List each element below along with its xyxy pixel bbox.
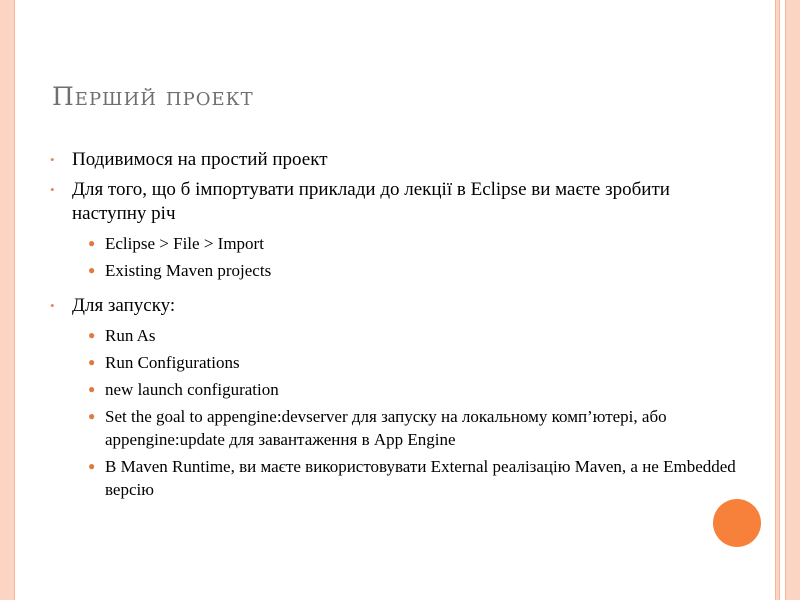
left-border-decoration: [0, 0, 15, 600]
sub-bullet-dot-icon: ●: [88, 382, 96, 396]
sub-bullet-item: [50, 259, 740, 282]
sub-bullet-dot-icon: ●: [88, 328, 96, 342]
sub-bullet-text: Run As: [105, 326, 156, 345]
bullet-dot-icon: •: [50, 152, 55, 167]
sub-bullet-item: [50, 378, 740, 401]
sub-bullet-item: [50, 351, 740, 374]
sub-bullet-text: Eclipse > File > Import: [105, 234, 264, 253]
slide-content: [50, 148, 740, 505]
sub-bullet-dot-icon: ●: [88, 263, 96, 277]
bullet-item: [50, 148, 740, 172]
sub-bullet-item: [50, 405, 740, 451]
bullet-dot-icon: •: [50, 182, 55, 197]
bullet-text: Подивимося на простий проект: [72, 149, 328, 170]
sub-bullet-dot-icon: ●: [88, 355, 96, 369]
sub-bullet-text: В Maven Runtime, ви маєте використовувати External реалізацію Maven, а не Embedded версію: [105, 457, 736, 499]
bullet-text: Для запуску:: [72, 295, 176, 316]
right-border-decoration: [785, 0, 800, 600]
sub-bullet-text: Run Configurations: [105, 353, 240, 372]
sub-bullet-text: new launch configuration: [105, 380, 279, 399]
bullet-item: [50, 178, 740, 226]
sub-bullet-item: [50, 324, 740, 347]
sub-bullet-item: [50, 455, 740, 501]
right-inner-border-decoration: [775, 0, 780, 600]
slide-title: Перший проект: [52, 82, 254, 111]
bullet-text: Для того, що б імпортувати приклади до лекції в Eclipse ви маєте зробити наступну річ: [72, 179, 670, 224]
sub-bullet-text: Existing Maven projects: [105, 261, 272, 280]
orange-circle-decoration: [713, 499, 761, 547]
sub-bullet-text: Set the goal to appengine:devserver для запуску на локальному комп’ютері, або appengine:update для завантаження в App Engine: [105, 407, 667, 449]
sub-bullet-item: [50, 232, 740, 255]
sub-bullet-dot-icon: ●: [88, 459, 96, 473]
sub-bullet-dot-icon: ●: [88, 409, 96, 423]
bullet-dot-icon: •: [50, 298, 55, 313]
bullet-item: [50, 294, 740, 318]
sub-bullet-dot-icon: ●: [88, 236, 96, 250]
